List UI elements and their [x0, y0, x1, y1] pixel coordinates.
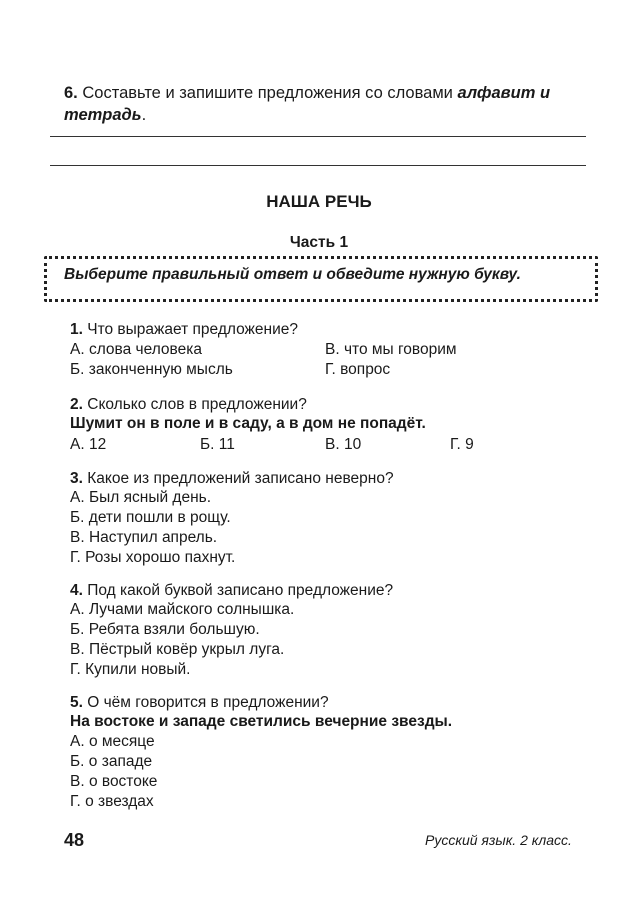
question-1-option-g[interactable]: Г. вопрос: [325, 361, 391, 378]
answer-line-1: [50, 136, 586, 137]
question-1-option-v[interactable]: В. что мы говорим: [325, 341, 457, 358]
instruction-text: Выберите правильный ответ и обведите нужную букву.: [64, 266, 521, 283]
question-5-option-b[interactable]: Б. о западе: [70, 753, 153, 770]
question-5-sentence: На востоке и западе светились вечерние звезды.: [70, 713, 453, 730]
question-1: [70, 320, 298, 340]
question-5: [70, 693, 329, 713]
task-6-end: .: [141, 106, 147, 124]
question-4-option-g[interactable]: Г. Купили новый.: [70, 661, 191, 678]
question-3-number: 3.: [70, 470, 83, 487]
task-6-number: 6.: [64, 84, 78, 102]
task-6-text: Составьте и запишите предложения со словами: [77, 84, 458, 102]
question-3: [70, 469, 394, 489]
answer-line-2: [50, 165, 586, 166]
question-4: [70, 581, 393, 601]
page-number: 48: [64, 830, 85, 850]
question-3-option-a[interactable]: А. Был ясный день.: [70, 489, 212, 506]
question-5-number: 5.: [70, 694, 83, 711]
section-title: НАША РЕЧЬ: [266, 192, 372, 211]
question-2-option-b[interactable]: Б. 11: [200, 436, 235, 453]
question-3-option-b[interactable]: Б. дети пошли в рощу.: [70, 509, 231, 526]
question-2-option-a[interactable]: А. 12: [70, 436, 107, 453]
question-5-option-v[interactable]: В. о востоке: [70, 773, 158, 790]
question-2-option-v[interactable]: В. 10: [325, 436, 362, 453]
question-1-option-a[interactable]: А. слова человека: [70, 341, 202, 358]
question-2-text: Сколько слов в предложении?: [82, 396, 307, 413]
question-4-number: 4.: [70, 582, 83, 599]
question-1-text: Что выражает предложение?: [82, 321, 298, 338]
part-title: Часть 1: [289, 234, 349, 251]
question-2-sentence: Шумит он в поле и в саду, а в дом не попадёт.: [70, 415, 426, 432]
task-6-words: алфавит и тетрадь: [64, 84, 551, 124]
book-title: Русский язык. 2 класс.: [425, 832, 572, 848]
task-6: [64, 82, 594, 126]
question-5-option-g[interactable]: Г. о звездах: [70, 793, 154, 810]
question-4-option-a[interactable]: А. Лучами майского солнышка.: [70, 601, 295, 618]
question-3-option-g[interactable]: Г. Розы хорошо пахнут.: [70, 549, 236, 566]
question-3-text: Какое из предложений записано неверно?: [82, 470, 394, 487]
question-1-option-b[interactable]: Б. законченную мысль: [70, 361, 233, 378]
question-4-option-v[interactable]: В. Пёстрый ковёр укрыл луга.: [70, 641, 285, 658]
question-1-number: 1.: [70, 321, 83, 338]
question-2-number: 2.: [70, 396, 83, 413]
question-5-text: О чём говорится в предложении?: [82, 694, 329, 711]
question-4-text: Под какой буквой записано предложение?: [82, 582, 394, 599]
question-5-option-a[interactable]: А. о месяце: [70, 733, 155, 750]
question-4-option-b[interactable]: Б. Ребята взяли большую.: [70, 621, 260, 638]
question-3-option-v[interactable]: В. Наступил апрель.: [70, 529, 218, 546]
question-2: [70, 395, 307, 415]
question-2-option-g[interactable]: Г. 9: [450, 436, 474, 453]
